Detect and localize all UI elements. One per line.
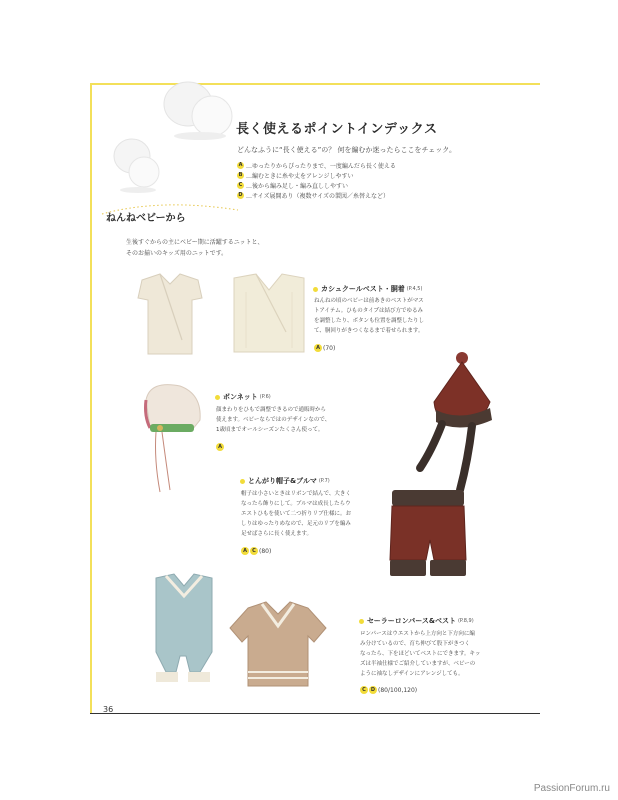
legend-text: …後から編み足し・編み直ししやすい <box>246 182 349 190</box>
bloomers-photo <box>388 490 468 586</box>
section-desc-line: 生後すぐからの主にベビー期に活躍するニットと、 <box>126 239 264 246</box>
sailor-vest-photo <box>228 598 328 692</box>
item-description <box>314 296 424 336</box>
legend-text: …ゆったりからぴったりまで、一度編んだら長く使える <box>246 162 396 170</box>
item-description <box>360 629 480 679</box>
item-desc-line: て、胴回りがきつくなるまで着せられます。 <box>314 328 424 334</box>
bullet-icon <box>313 287 318 292</box>
tag-badge: A <box>216 443 224 451</box>
bonnet-photo <box>136 380 206 498</box>
page-number: 36 <box>103 705 114 714</box>
lead-text: どんなふうに“長く使える”の？ 何を編むか迷ったらここをチェック。 <box>237 146 456 154</box>
bullet-icon <box>359 619 364 624</box>
item-description <box>216 405 330 435</box>
tag-badge: C <box>360 686 368 694</box>
item-desc-line: 帽子は小さいときはリボンで結んで、大きく <box>241 491 351 497</box>
butterfly-illustration-bottom <box>108 134 164 196</box>
item-desc-line: 使えます。ベビーならではのデザインなので、 <box>216 417 331 423</box>
legend-item <box>237 170 396 180</box>
dougi-vest-photo <box>226 272 312 356</box>
item-desc-line: 足せばさらに長く使えます。 <box>241 531 313 537</box>
cache-coeur-vest-photo <box>130 270 210 360</box>
item-title-text: とんがり帽子&ブルマ <box>248 477 317 485</box>
legend-text: …編むときに糸や丈をアレンジしやすい <box>246 172 354 180</box>
legend-text: …サイズ展開あり（複数サイズの製図／糸替えなど） <box>246 192 390 200</box>
legend-item <box>237 190 396 200</box>
item-page-ref: (P.8,9) <box>457 618 474 624</box>
section-desc-line: そのお揃いのキッズ用のニットです。 <box>126 250 228 257</box>
size-text: (70) <box>323 344 336 352</box>
item-title-pointed-hat-bloomers <box>240 476 330 486</box>
item-tags <box>241 547 271 555</box>
item-title-cache-coeur <box>313 284 422 294</box>
frame-top-line <box>90 83 540 85</box>
frame-left-line <box>90 83 92 713</box>
size-text: (80) <box>259 547 272 555</box>
item-tags <box>216 443 225 451</box>
page-title: 長く使えるポイントインデックス <box>236 122 438 137</box>
watermark-text: PassionForum.ru <box>533 783 610 794</box>
bullet-icon <box>215 395 220 400</box>
item-page-ref: (P.4,5) <box>406 286 423 292</box>
item-title-bonnet <box>215 392 271 402</box>
item-title-sailor-romper-vest <box>359 616 474 626</box>
item-desc-line: なったら、下をほどいてベストにできます。キッ <box>360 651 481 657</box>
item-title-text: カシュクールベスト・胴着 <box>321 285 405 293</box>
item-page-ref: (P.7) <box>318 478 330 484</box>
size-text: (80/100,120) <box>378 686 418 694</box>
item-tags <box>314 344 335 352</box>
legend-list <box>237 160 396 200</box>
item-title-text: セーラーロンパース&ベスト <box>367 617 456 625</box>
item-desc-line: エストひもを使いて二つ折りリブ仕様に。お <box>241 511 352 517</box>
section-heading: ねんねベビーから <box>106 213 186 224</box>
tag-badge: C <box>250 547 258 555</box>
legend-key-badge: B <box>238 171 243 178</box>
item-desc-line: なったら飾りにして。ブルマは成長したらウ <box>241 501 351 507</box>
item-tags <box>360 686 417 694</box>
sailor-romper-photo <box>138 572 228 690</box>
item-desc-line: ズは半袖仕様でご紹介していますが、ベビーの <box>360 661 476 667</box>
tag-badge: A <box>314 344 322 352</box>
legend-key-badge: D <box>238 191 243 198</box>
tag-badge: D <box>370 687 376 693</box>
item-page-ref: (P.6) <box>259 394 271 400</box>
item-desc-line: ように袖なしデザインにアレンジしても。 <box>360 671 464 677</box>
butterfly-illustration-top <box>160 74 240 144</box>
legend-key-badge: A <box>238 161 243 168</box>
item-desc-line: しりはゆったりめなので、足元のリブを編み <box>241 521 351 527</box>
item-desc-line: 顔まわりをひもで調整できるので通販時から <box>216 407 327 413</box>
item-desc-line: を調整したり、ボタンも位置を調整したりし <box>314 318 425 324</box>
frame-bottom-line <box>90 713 540 714</box>
item-desc-line: トアイテム。ひものタイプは結び方でゆるみ <box>314 308 423 314</box>
tag-badge: A <box>241 547 249 555</box>
section-description <box>126 237 264 259</box>
item-desc-line: ねんねの頃のベビーは前あきのベストがマス <box>314 298 424 304</box>
bullet-icon <box>240 479 245 484</box>
legend-item <box>237 180 396 190</box>
legend-item <box>237 160 396 170</box>
item-title-text: ボンネット <box>223 393 258 401</box>
legend-key-badge: C <box>238 181 243 188</box>
pointed-hat-photo <box>412 350 498 500</box>
item-desc-line: 1歳頃までオールシーズンたくさん使って。 <box>216 427 324 433</box>
item-desc-line: み分けているので、育ち伸びて股下がきつく <box>360 641 470 647</box>
item-desc-line: ロンパースはウエストから上方向と下方向に編 <box>360 631 475 637</box>
item-description <box>241 489 351 539</box>
